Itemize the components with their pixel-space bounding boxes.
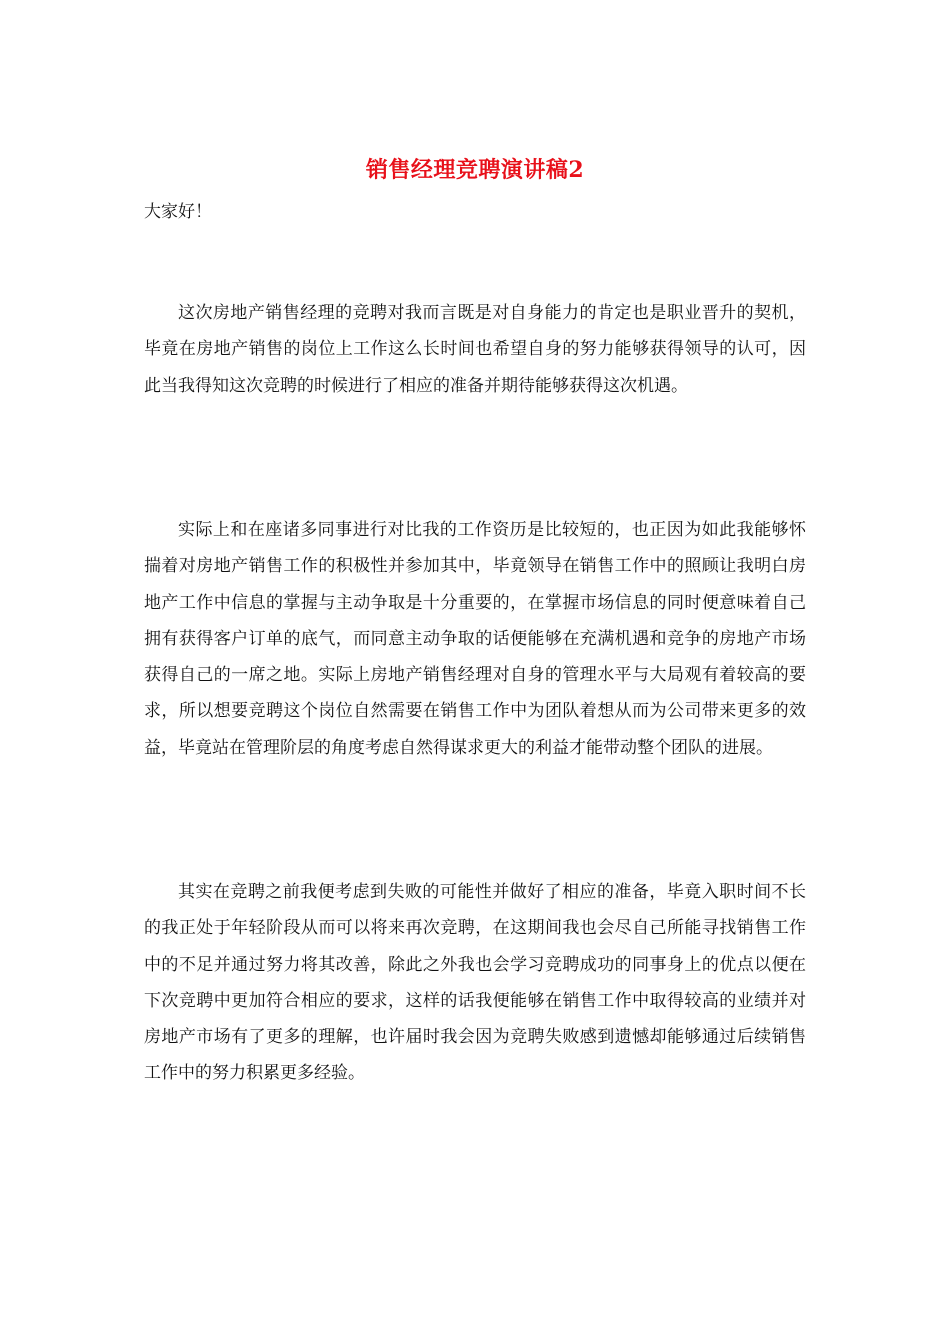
greeting-text: 大家好！: [144, 202, 212, 222]
document-title: 销售经理竞聘演讲稿2: [365, 157, 585, 183]
paragraph-1: 这次房地产销售经理的竞聘对我而言既是对自身能力的肯定也是职业晋升的契机，毕竟在房地产销售的岗位上工作这么长时间也希望自身的努力能够获得领导的认可，因此当我得知这次竞聘的时候进行了相应的准备并期待能够获得这次机遇。: [144, 303, 806, 396]
paragraph-3: 其实在竞聘之前我便考虑到失败的可能性并做好了相应的准备，毕竟入职时间不长的我正处于年轻阶段从而可以将来再次竞聘，在这期间我也会尽自己所能寻找销售工作中的不足并通过努力将其改善，除此之外我也会学习竞聘成功的同事身上的优点以便在下次竞聘中更加符合相应的要求，这样的话我便能够在销售工作中取得较高的业绩并对房地产市场有了更多的理解，也许届时我会因为竞聘失败感到遗憾却能够通过后续销售工作中的努力积累更多经验。: [144, 882, 806, 1084]
paragraph-2: 实际上和在座诸多同事进行对比我的工作资历是比较短的，也正因为如此我能够怀揣着对房地产销售工作的积极性并参加其中，毕竟领导在销售工作中的照顾让我明白房地产工作中信息的掌握与主动争取是十分重要的，在掌握市场信息的同时便意味着自己拥有获得客户订单的底气，而同意主动争取的话便能够在充满机遇和竞争的房地产市场获得自己的一席之地。实际上房地产销售经理对自身的管理水平与大局观有着较高的要求，所以想要竞聘这个岗位自然需要在销售工作中为团队着想从而为公司带来更多的效益，毕竟站在管理阶层的角度考虑自然得谋求更大的利益才能带动整个团队的进展。: [144, 520, 806, 758]
